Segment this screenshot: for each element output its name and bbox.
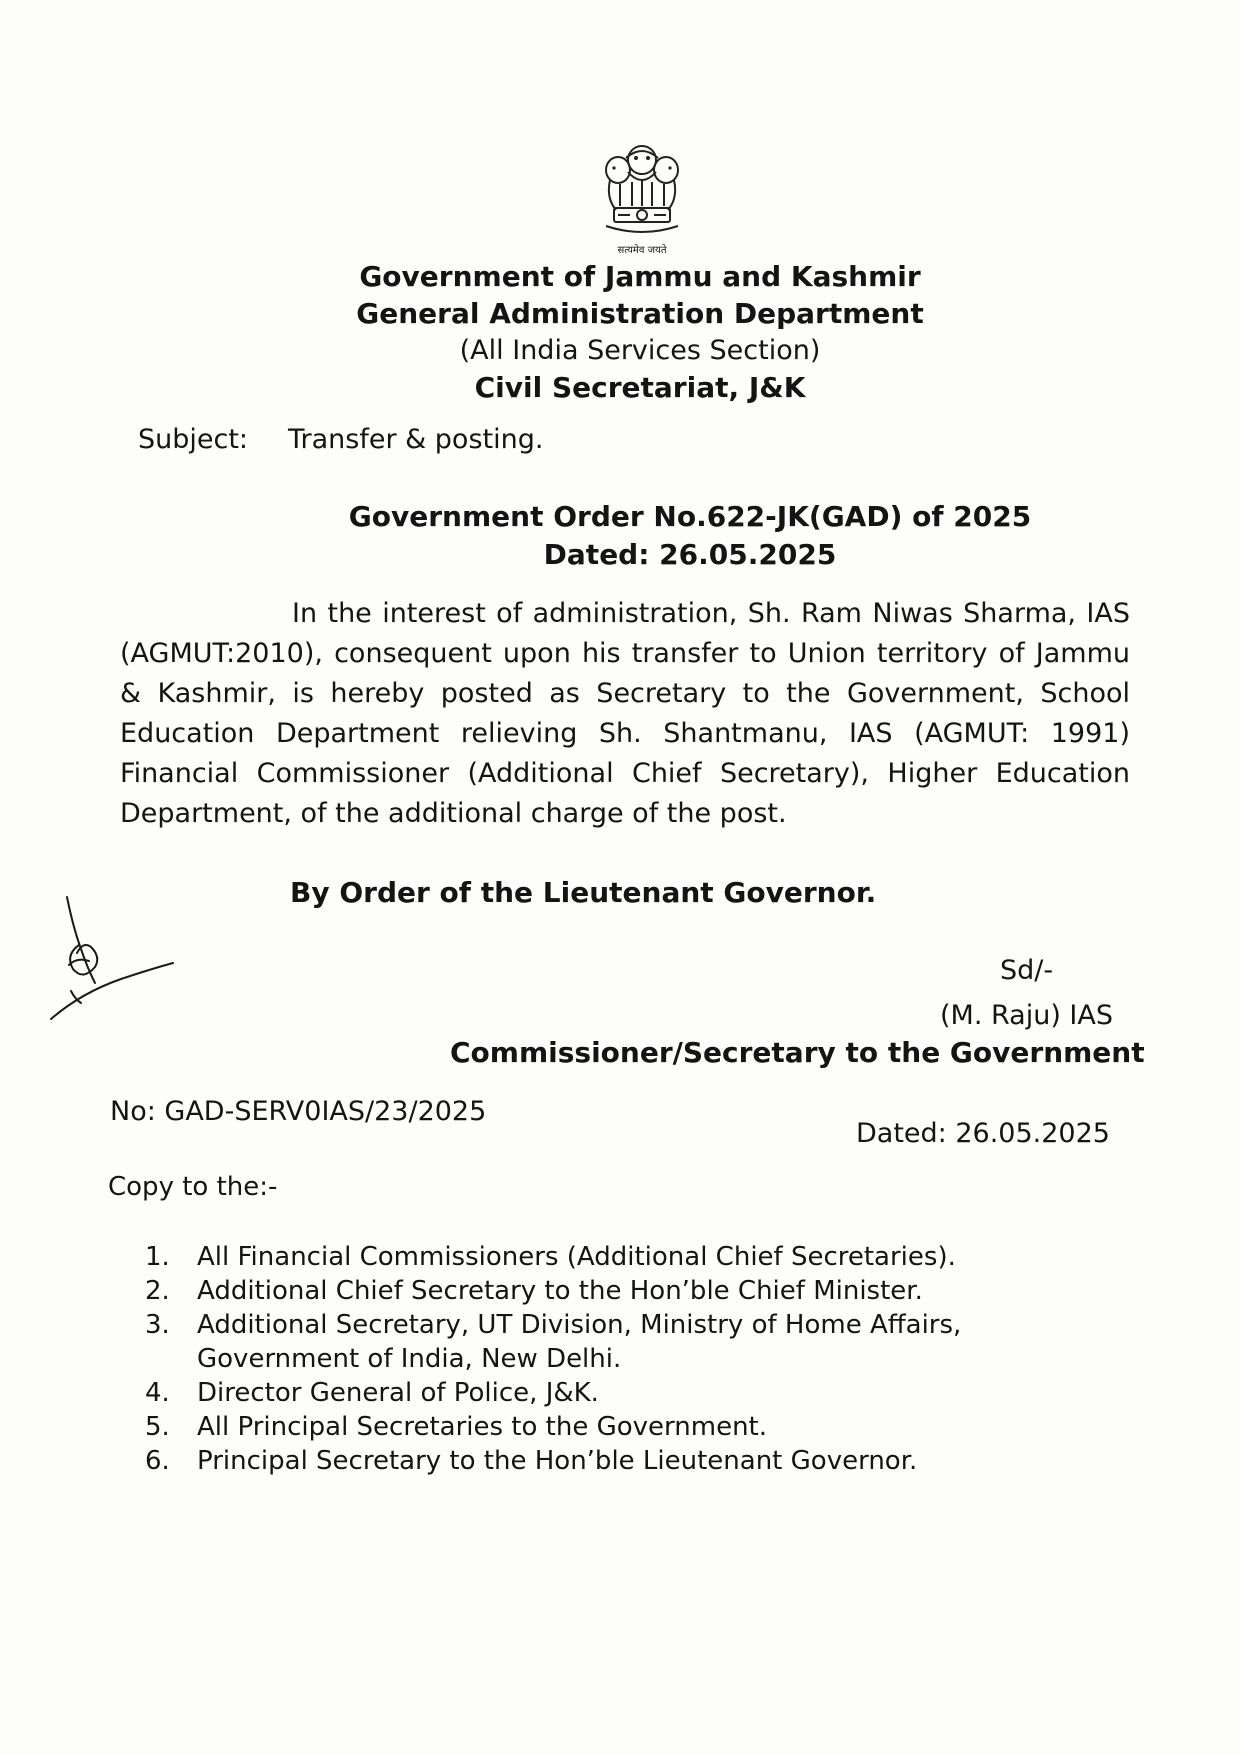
order-heading [340, 498, 1040, 574]
government-name: Government of Jammu and Kashmir [359, 260, 921, 293]
emblem-motto: सत्यमेव जयते [617, 245, 667, 256]
subject-text: Transfer & posting. [288, 424, 544, 455]
order-number: Government Order No.622-JK(GAD) of 2025 [348, 500, 1032, 533]
subject-line [138, 424, 543, 455]
reference-date: Dated: 26.05.2025 [856, 1118, 1110, 1149]
letterhead [320, 258, 960, 406]
list-item: 5. All Principal Secretaries to the Government. [145, 1412, 768, 1442]
subject-label: Subject: [138, 424, 249, 455]
reference-number: No: GAD-SERV0IAS/23/2025 [110, 1096, 487, 1127]
order-date: Dated: 26.05.2025 [543, 538, 837, 571]
copy-to-list [145, 1240, 1120, 1478]
list-item: 3. Additional Secretary, UT Division, Ministry of Home Affairs, Government of India, New Delhi. [145, 1310, 962, 1374]
signed-mark: Sd/- [1000, 955, 1054, 986]
national-emblem-icon [596, 140, 688, 252]
handwritten-signature [45, 895, 175, 1035]
list-item: 6. Principal Secretary to the Hon’ble Lieutenant Governor. [145, 1446, 918, 1476]
signer-name: (M. Raju) IAS [940, 1000, 1114, 1031]
list-item: 1. All Financial Commissioners (Additional Chief Secretaries). [145, 1242, 956, 1272]
secretariat-name: Civil Secretariat, J&K [474, 371, 806, 404]
signer-designation: Commissioner/Secretary to the Government [450, 1036, 1145, 1069]
section-name: (All India Services Section) [459, 335, 821, 366]
department-name: General Administration Department [356, 297, 924, 330]
copy-to-label: Copy to the:- [108, 1172, 278, 1202]
by-order-line: By Order of the Lieutenant Governor. [290, 876, 877, 909]
list-item: 4. Director General of Police, J&K. [145, 1378, 599, 1408]
list-item: 2. Additional Chief Secretary to the Hon’ble Chief Minister. [145, 1276, 923, 1306]
order-body: In the interest of administration, Sh. Ram Niwas Sharma, IAS (AGMUT:2010), consequent upon his transfer to Union territory of Jammu & Kashmir, is hereby posted as Secretary to the Government, School Education Department relieving Sh. Shantmanu, IAS (AGMUT: 1991) Financial Commissioner (Additional Chief Secretary), Higher Education Department, of the additional charge of the post. [120, 598, 1130, 829]
